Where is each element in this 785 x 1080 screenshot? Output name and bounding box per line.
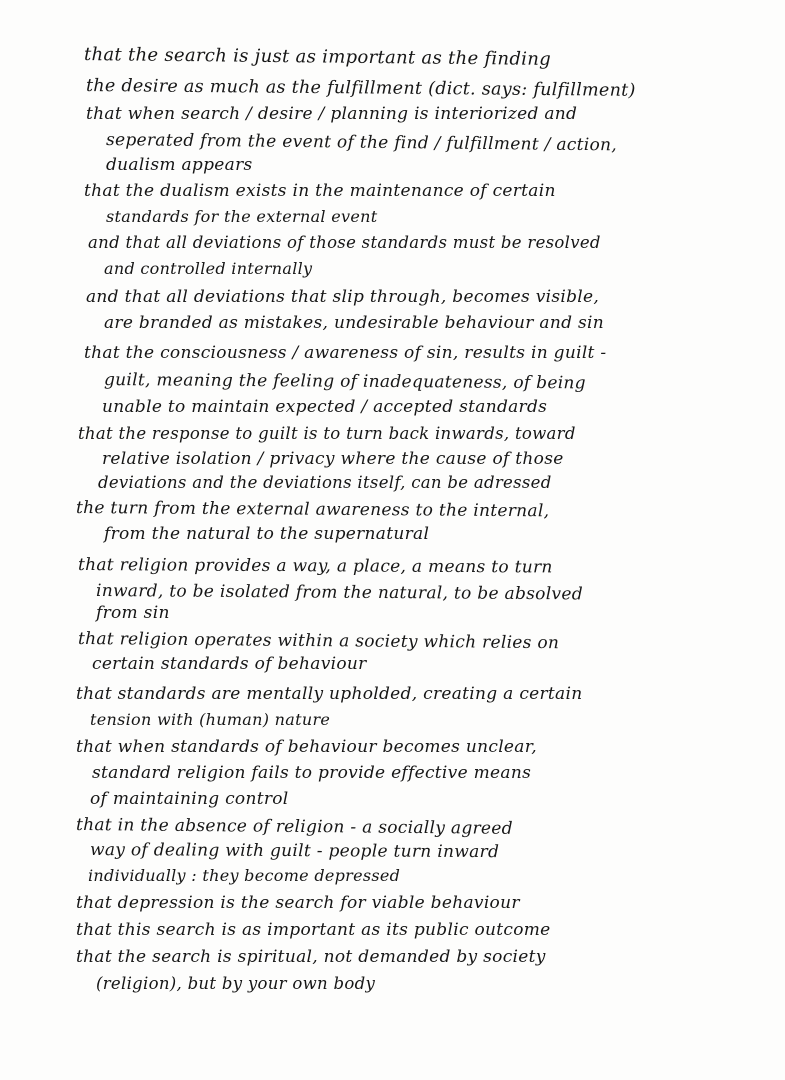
text-line-24: certain standards of behaviour xyxy=(92,654,367,674)
text-line-9: and controlled internally xyxy=(104,259,313,278)
text-line-19: from the natural to the supernatural xyxy=(104,524,430,544)
text-line-8: and that all deviations of those standards must be resolved xyxy=(88,233,601,252)
text-line-18: the turn from the external awareness to the internal, xyxy=(75,498,550,522)
text-line-36: (religion), but by your own body xyxy=(96,974,376,993)
text-line-33: that depression is the search for viable behaviour xyxy=(76,893,520,913)
text-line-25: that standards are mentally upholded, creating a certain xyxy=(76,684,583,704)
text-line-17: deviations and the deviations itself, can be adressed xyxy=(98,473,552,492)
text-line-35: that the search is spiritual, not demanded by society xyxy=(76,947,546,967)
text-line-12: that the consciousness / awareness of sin, results in guilt - xyxy=(84,343,607,363)
text-line-16: relative isolation / privacy where the cause of those xyxy=(102,449,564,469)
text-line-4: seperated from the event of the find / fulfillment / action, xyxy=(105,130,618,156)
text-line-22: from sin xyxy=(96,603,170,623)
text-line-10: and that all deviations that slip through, becomes visible, xyxy=(86,287,600,307)
text-line-34: that this search is as important as its public outcome xyxy=(76,920,551,940)
text-line-28: standard religion fails to provide effective means xyxy=(92,763,532,783)
text-line-6: that the dualism exists in the maintenance of certain xyxy=(84,181,556,201)
text-line-20: that religion provides a way, a place, a means to turn xyxy=(77,555,553,578)
text-line-30: that in the absence of religion - a socially agreed xyxy=(75,815,513,839)
text-line-3: that when search / desire / planning is interiorized and xyxy=(86,104,578,124)
text-line-11: are branded as mistakes, undesirable behaviour and sin xyxy=(104,313,604,333)
text-line-26: tension with (human) nature xyxy=(90,710,331,729)
text-line-5: dualism appears xyxy=(106,155,253,175)
text-line-14: unable to maintain expected / accepted standards xyxy=(102,397,548,417)
text-line-27: that when standards of behaviour becomes unclear, xyxy=(76,737,537,757)
text-line-7: standards for the external event xyxy=(106,207,378,226)
text-line-2: the desire as much as the fulfillment (dict. says: fulfillment) xyxy=(85,76,636,101)
text-line-29: of maintaining control xyxy=(90,789,289,809)
text-line-21: inward, to be isolated from the natural, to be absolved xyxy=(95,581,583,605)
text-line-13: guilt, meaning the feeling of inadequateness, of being xyxy=(103,370,586,394)
text-line-1: that the search is just as important as the finding xyxy=(83,44,552,70)
text-line-31: way of dealing with guilt - people turn inward xyxy=(89,840,500,863)
text-line-32: individually : they become depressed xyxy=(88,866,401,885)
text-line-15: that the response to guilt is to turn back inwards, toward xyxy=(78,424,576,443)
text-line-23: that religion operates within a society which relies on xyxy=(77,629,560,654)
